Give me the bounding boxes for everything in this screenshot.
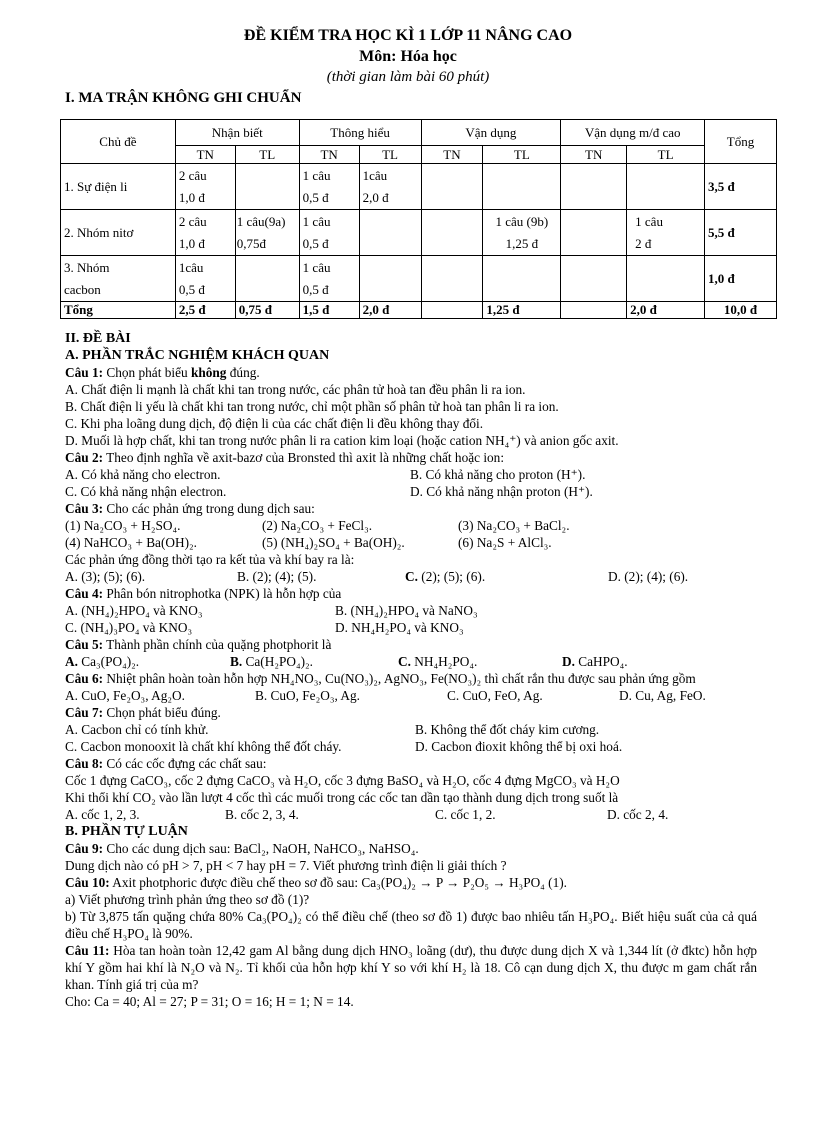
option-row — [65, 738, 757, 755]
part-b-heading: B. PHẦN TỰ LUẬN — [65, 824, 188, 839]
col-van-dung-cao: Vận dụng m/đ cao — [561, 120, 705, 146]
reaction: (5) (NH₄)₂SO₄ + Ba(OH)₂. — [262, 535, 405, 550]
cell — [627, 210, 705, 256]
cell-count: 1 câu — [302, 167, 331, 183]
cell-score: 2,0 đ — [362, 189, 389, 205]
option-text: NH₄H₂PO₄. — [414, 654, 478, 669]
topic-line: cacbon — [64, 281, 101, 297]
q-text: a) Viết phương trình phản ứng theo sơ đồ (1)? — [65, 892, 310, 907]
q-label: Câu 6: — [65, 671, 104, 686]
sub-tn: TN — [561, 146, 627, 164]
option: C. cốc 1, 2. — [435, 807, 496, 822]
reaction: (4) NaHCO₃ + Ba(OH)₂. — [65, 535, 197, 550]
option-row — [65, 619, 757, 636]
q-stem: Có các cốc đựng các chất sau: — [106, 756, 267, 771]
cell-count: 2 câu — [178, 167, 207, 183]
cell-score: 0,5 đ — [302, 281, 329, 297]
option: C. Khi pha loãng dung dịch, độ điện li của các chất điện li đều không thay đổi. — [65, 416, 484, 431]
section-exam-heading: II. ĐỀ BÀI — [65, 331, 131, 346]
q-stem: Cho các dung dịch sau: BaCl₂, NaOH, NaHCO₃, NaHSO₄. — [106, 841, 419, 856]
option-row — [65, 483, 757, 500]
option: C. Có khả năng nhận electron. — [65, 484, 227, 499]
total-cell: 2,5 đ — [175, 302, 235, 319]
q-label: Câu 1: — [65, 365, 104, 380]
cell — [421, 302, 483, 319]
cell — [175, 210, 235, 256]
exam-matrix-table — [60, 119, 777, 319]
option-row — [65, 466, 757, 483]
option-letter: C. — [405, 569, 418, 584]
option: B. Chất điện li yếu là chất khi tan trong nước, chỉ một phần số phân tử hoà tan phân li ra ion. — [65, 399, 559, 414]
option: D. Muối là hợp chất, khi tan trong nước phân li ra cation kim loại (hoặc cation NH₄⁺) và anion gốc axit. — [65, 433, 619, 448]
option-letter: D. — [562, 654, 575, 669]
row-total: 3,5 đ — [705, 164, 777, 210]
cell — [421, 210, 483, 256]
sub-tn: TN — [421, 146, 483, 164]
sub-tl: TL — [359, 146, 421, 164]
option-text: (2); (5); (6). — [421, 569, 486, 584]
option: A. Có khả năng cho electron. — [65, 467, 221, 482]
total-cell: 0,75 đ — [235, 302, 299, 319]
total-cell: 2,0 đ — [359, 302, 421, 319]
cell — [627, 164, 705, 210]
question-4 — [65, 585, 757, 602]
option: A. Chất điện li mạnh là chất khi tan trong nước, các phân tử hoà tan đều phân li ra ion. — [65, 382, 526, 397]
q-stem: Chọn phát biểu — [106, 365, 188, 380]
q-ask: Các phản ứng đồng thời tạo ra kết tủa và khí bay ra là: — [65, 552, 355, 567]
q-stem: Hòa tan hoàn toàn 12,42 gam Al bằng dung dịch HNO₃ loãng (dư), thu được dung dịch X và 1,344 lít (ở đktc) hỗn hợp khí Y gồm hai khí là N₂O và N₂. Tỉ khối của hỗn hợp khí Y so với khí H₂ là 18. Cô cạn dung dịch X, thu được m gam chất rắn khan. Tính giá trị của m? — [65, 943, 757, 992]
row-total: 5,5 đ — [705, 210, 777, 256]
option: C. Cacbon monooxit là chất khí không thể đốt cháy. — [65, 739, 342, 754]
q-text: Cốc 1 đựng CaCO₃, cốc 2 đựng CaCO₃ và H₂O, cốc 3 đựng BaSO₄ và H₂O, cốc 4 đựng MgCO₃ và H₂O — [65, 773, 620, 788]
subject-title: Môn: Hóa học — [359, 48, 457, 65]
cell-score: 0,5 đ — [302, 235, 329, 251]
question-7 — [65, 704, 757, 721]
q-text: Khi thổi khí CO₂ vào lần lượt 4 cốc thì các muối trong các cốc tan dần tạo thành dung dịch trong suốt là — [65, 790, 619, 805]
cell — [483, 210, 561, 256]
option-row — [65, 602, 757, 619]
cell — [561, 164, 627, 210]
total-cell: 1,5 đ — [299, 302, 359, 319]
q-label: Câu 3: — [65, 501, 104, 516]
cell — [561, 256, 627, 302]
table-row — [61, 256, 777, 302]
cell-count: 1 câu (9b) — [495, 213, 549, 229]
cell — [299, 164, 359, 210]
q-stem-emph: không — [190, 365, 227, 380]
grand-total: 10,0 đ — [705, 302, 777, 319]
col-nhan-biet: Nhận biết — [175, 120, 299, 146]
cell — [421, 256, 483, 302]
part-a-heading: A. PHẦN TRẮC NGHIỆM KHÁCH QUAN — [65, 348, 330, 363]
option — [398, 653, 562, 670]
reaction-row — [65, 517, 757, 534]
option: A. (3); (5); (6). — [65, 569, 146, 584]
cell — [483, 164, 561, 210]
option: A. Cacbon chỉ có tính khử. — [65, 722, 209, 737]
cell — [421, 164, 483, 210]
table-row — [61, 164, 777, 210]
cell-count: 1 câu — [302, 259, 331, 275]
cell — [235, 256, 299, 302]
option-letter: C. — [398, 654, 411, 669]
reaction: (6) Na₂S + AlCl₃. — [458, 535, 552, 550]
cell-score: 1,25 đ — [505, 235, 539, 251]
sub-tl: TL — [235, 146, 299, 164]
option: A. cốc 1, 2, 3. — [65, 807, 140, 822]
option — [65, 653, 230, 670]
option: D. Có khả năng nhận proton (H⁺). — [410, 484, 593, 499]
matrix-header-row — [61, 120, 777, 146]
topic-cell: 1. Sự điện li — [61, 164, 176, 210]
reaction: (2) Na₂CO₃ + FeCl₃. — [262, 518, 373, 533]
option-letter: A. — [65, 654, 78, 669]
q-label: Câu 11: — [65, 943, 110, 958]
exam-time: (thời gian làm bài 60 phút) — [326, 69, 490, 85]
question-3 — [65, 500, 757, 517]
option-text: CaHPO₄. — [578, 654, 628, 669]
q-label: Câu 5: — [65, 637, 104, 652]
cell-score: 1,0 đ — [178, 235, 205, 251]
sub-tl: TL — [483, 146, 561, 164]
option: D. NH₄H₂PO₄ và KNO₃ — [335, 620, 464, 635]
q-label: Câu 7: — [65, 705, 104, 720]
q-stem: Phân bón nitrophotka (NPK) là hỗn hợp của — [106, 586, 342, 601]
option-text: Ca₃(PO₄)₂. — [81, 654, 140, 669]
q-stem: Chọn phát biểu đúng. — [106, 705, 221, 720]
reaction: (3) Na₂CO₃ + BaCl₂. — [458, 518, 570, 533]
q-stem: Theo định nghĩa về axit-bazơ của Bronsted thì axit là những chất hoặc ion: — [106, 450, 505, 465]
q-label: Câu 10: — [65, 875, 110, 890]
option: B. Có khả năng cho proton (H⁺). — [410, 467, 586, 482]
cell-score: 0,5 đ — [302, 189, 329, 205]
option: C. (NH₄)₃PO₄ và KNO₃ — [65, 620, 193, 635]
cell — [627, 256, 705, 302]
q-stem: Axit photphoric được điều chế theo sơ đồ sau: Ca₃(PO₄)₂ → P → P₂O₅ → H₃PO₄ (1). — [112, 875, 567, 890]
cell — [359, 256, 421, 302]
cell — [175, 256, 235, 302]
totals-row — [61, 302, 777, 319]
col-van-dung: Vận dụng — [421, 120, 561, 146]
option — [405, 568, 608, 585]
option: D. (2); (4); (6). — [608, 569, 689, 584]
cell — [561, 302, 627, 319]
cell-count: 2 câu — [178, 213, 207, 229]
cell-score: 0,75đ — [236, 235, 266, 251]
reaction-row — [65, 534, 757, 551]
cell — [359, 164, 421, 210]
option: D. cốc 2, 4. — [607, 807, 669, 822]
topic-cell — [61, 256, 176, 302]
total-cell: 2,0 đ — [627, 302, 705, 319]
col-thong-hieu: Thông hiểu — [299, 120, 421, 146]
option — [230, 653, 398, 670]
option: A. CuO, Fe₂O₃, Ag₂O. — [65, 688, 185, 703]
option: B. (NH₄)₂HPO₄ và NaNO₃ — [335, 603, 478, 618]
totals-label: Tổng — [61, 302, 176, 319]
question-1 — [65, 364, 757, 381]
cell — [235, 210, 299, 256]
cell-score: 1,0 đ — [178, 189, 205, 205]
cell — [359, 210, 421, 256]
cell-score: 2 đ — [635, 235, 652, 251]
q-stem: Thành phần chính của quặng photphorit là — [106, 637, 332, 652]
option: D. Cu, Ag, FeO. — [619, 688, 706, 703]
total-cell: 1,25 đ — [483, 302, 561, 319]
cell-count: 1 câu — [302, 213, 331, 229]
q-stem: Cho các phản ứng trong dung dịch sau: — [106, 501, 315, 516]
option: B. Không thể đốt cháy kim cương. — [415, 722, 600, 737]
question-6 — [65, 670, 757, 687]
col-chu-de: Chủ đề — [61, 120, 176, 164]
option-row — [65, 653, 757, 670]
sub-tl: TL — [627, 146, 705, 164]
option: A. (NH₄)₂HPO₄ và KNO₃ — [65, 603, 203, 618]
reaction: (1) Na₂CO₃ + H₂SO₄. — [65, 518, 181, 533]
cell-count: 1 câu(9a) — [236, 213, 286, 229]
exam-title: ĐỀ KIỂM TRA HỌC KÌ 1 LỚP 11 NÂNG CAO — [243, 27, 573, 44]
option: B. (2); (4); (5). — [237, 569, 317, 584]
sub-tn: TN — [299, 146, 359, 164]
option: D. Cacbon đioxit không thể bị oxi hoá. — [415, 739, 623, 754]
option-row — [65, 687, 757, 704]
q-stem: đúng. — [229, 365, 260, 380]
cell — [299, 210, 359, 256]
question-10 — [65, 874, 757, 891]
q-given: Cho: Ca = 40; Al = 27; P = 31; O = 16; H = 1; N = 14. — [65, 994, 354, 1009]
cell-count: 1câu — [178, 259, 204, 275]
cell-count: 1 câu — [635, 213, 663, 229]
q-label: Câu 4: — [65, 586, 104, 601]
q-label: Câu 8: — [65, 756, 104, 771]
option: B. cốc 2, 3, 4. — [225, 807, 299, 822]
topic-line: 3. Nhóm — [64, 259, 110, 275]
row-total: 1,0 đ — [705, 256, 777, 302]
question-11 — [65, 942, 757, 993]
exam-body — [65, 330, 757, 1010]
topic-cell: 2. Nhóm nitơ — [61, 210, 176, 256]
cell-count: 1câu — [362, 167, 388, 183]
question-8 — [65, 755, 757, 772]
question-5 — [65, 636, 757, 653]
option-row — [65, 721, 757, 738]
question-2 — [65, 449, 757, 466]
option-row — [65, 806, 757, 823]
section-matrix-heading: I. MA TRẬN KHÔNG GHI CHUẨN — [65, 90, 302, 106]
cell — [299, 256, 359, 302]
cell — [175, 164, 235, 210]
cell — [235, 164, 299, 210]
q-text: b) Từ 3,875 tấn quặng chứa 80% Ca₃(PO₄)₂ có thể điều chế (theo sơ đồ 1) được bao nhiêu tấn H₃PO₄. Biết hiệu suất của cả quá điều chế H₃PO₄ là 90%. — [65, 909, 757, 941]
col-tong: Tổng — [705, 120, 777, 164]
q-label: Câu 9: — [65, 841, 104, 856]
option-letter: B. — [230, 654, 243, 669]
option-text: Ca(H₂PO₄)₂. — [245, 654, 313, 669]
q-text: Dung dịch nào có pH > 7, pH < 7 hay pH = 7. Viết phương trình điện li giải thích ? — [65, 858, 507, 873]
q-stem: Nhiệt phân hoàn toàn hỗn hợp NH₄NO₃, Cu(NO₃)₂, AgNO₃, Fe(NO₃)₂ thì chất rắn thu được sau phản ứng gồm — [106, 671, 696, 686]
table-row — [61, 210, 777, 256]
option-row — [65, 568, 757, 585]
cell — [483, 256, 561, 302]
sub-tn: TN — [175, 146, 235, 164]
option — [562, 653, 628, 670]
cell — [561, 210, 627, 256]
option: B. CuO, Fe₂O₃, Ag. — [255, 688, 360, 703]
option: C. CuO, FeO, Ag. — [447, 688, 543, 703]
q-label: Câu 2: — [65, 450, 104, 465]
question-9 — [65, 840, 757, 857]
cell-score: 0,5 đ — [178, 281, 205, 297]
